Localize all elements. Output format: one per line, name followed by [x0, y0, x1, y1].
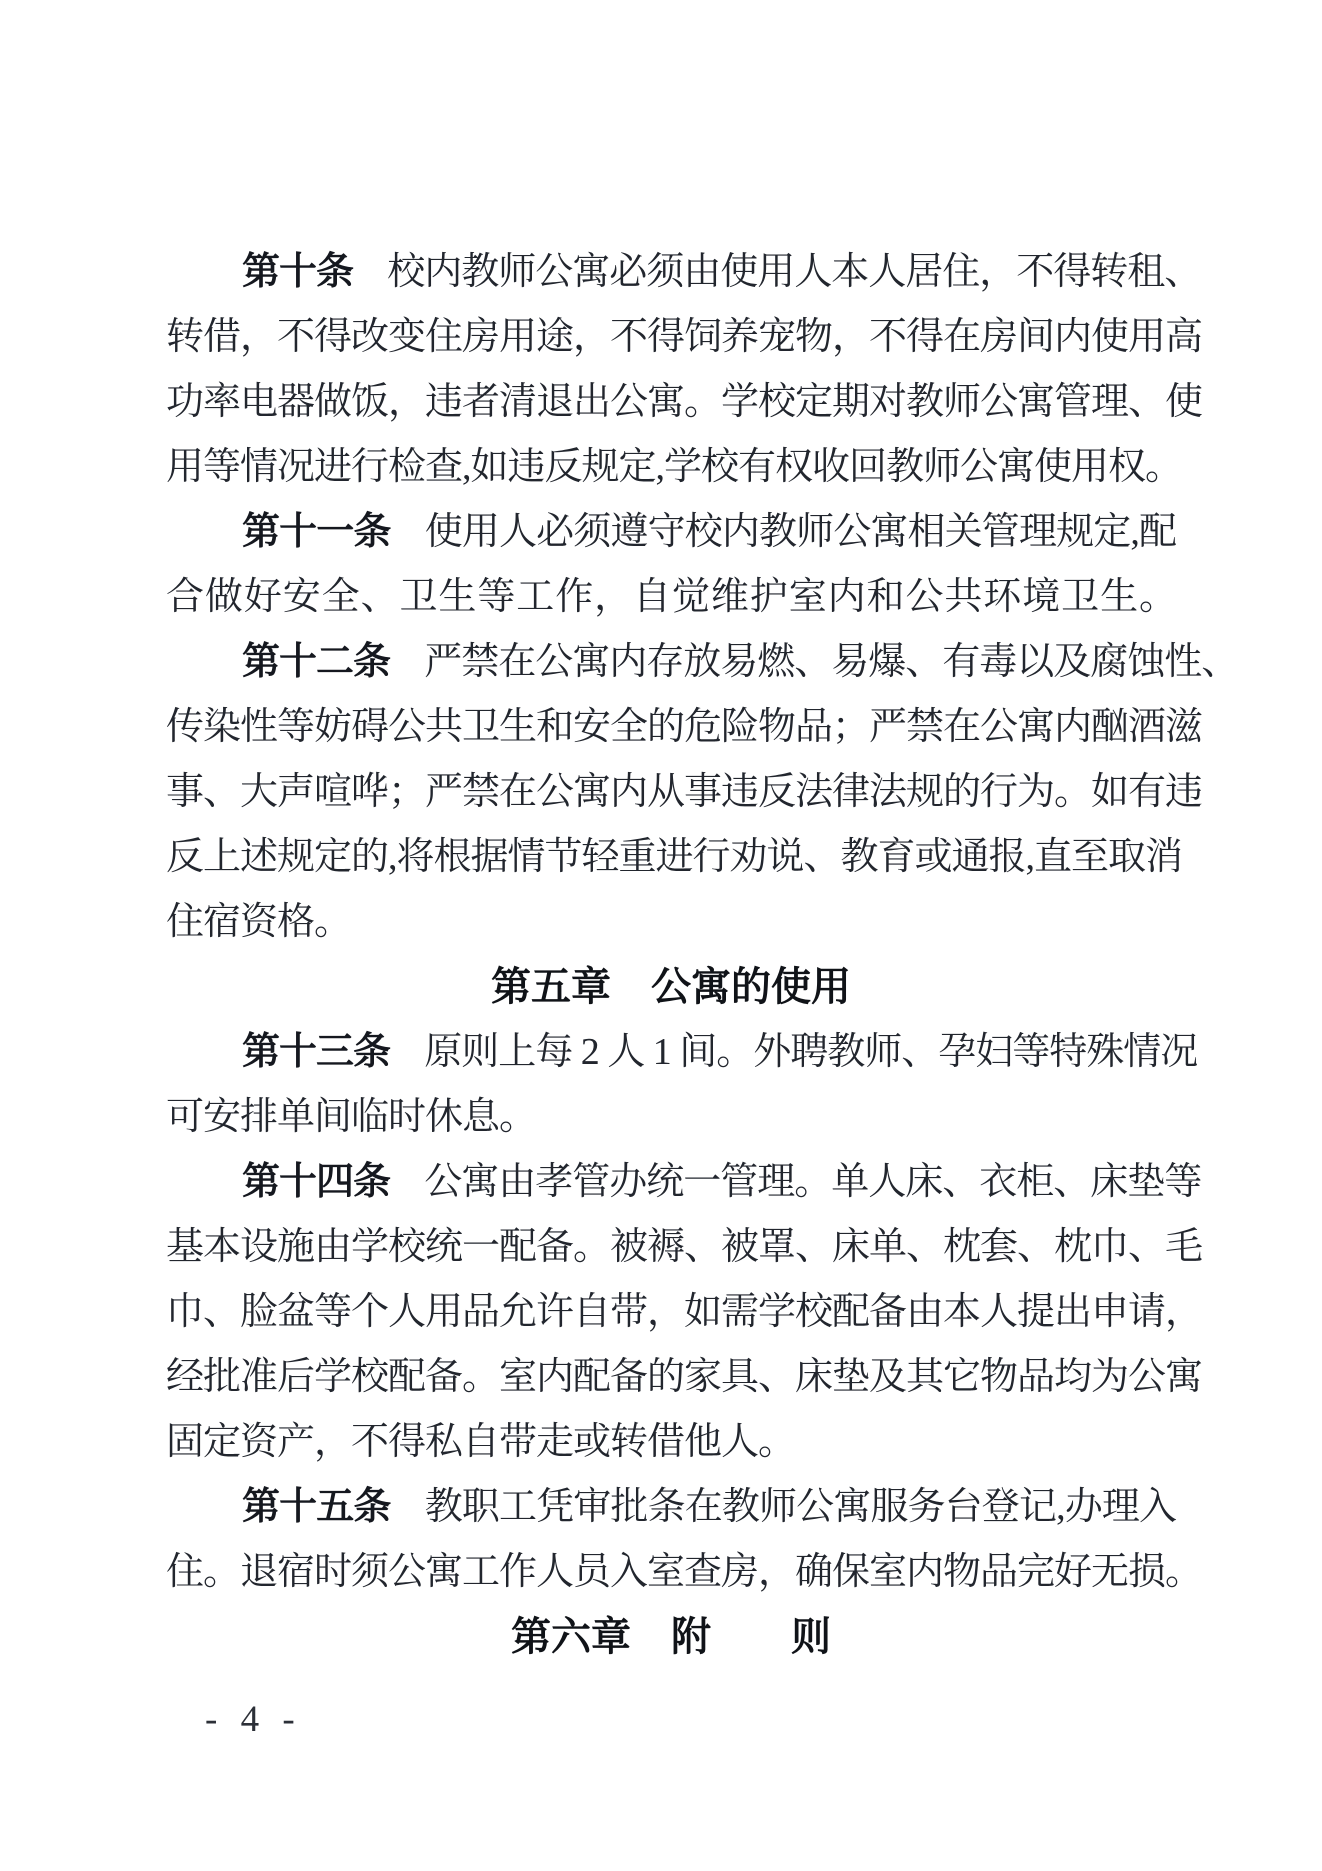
- line-text: 严禁在公寓内存放易燃、易爆、有毒以及腐蚀性、: [424, 641, 1239, 683]
- article-line: [166, 500, 1176, 565]
- line-text: 使用人必须遵守校内教师公寓相关管理规定,配: [424, 511, 1176, 553]
- article-number: 第十条: [242, 251, 354, 293]
- article-number: 第十四条: [242, 1161, 391, 1203]
- chapter-heading: 第五章 公寓的使用: [491, 965, 851, 1009]
- article-number: 第十一条: [242, 511, 391, 553]
- line-text: 校内教师公寓必须由使用人本人居住，不得转租、: [387, 251, 1202, 293]
- article-line: [166, 1020, 1198, 1085]
- text-line: 经批准后学校配备。室内配备的家具、床垫及其它物品均为公寓: [166, 1356, 1203, 1398]
- text-line: 基本设施由学校统一配备。被褥、被罩、床单、枕套、枕巾、毛: [166, 1226, 1203, 1268]
- article-number: 第十五条: [242, 1486, 391, 1528]
- text-line: 巾、脸盆等个人用品允许自带，如需学校配备由本人提出申请，: [166, 1291, 1203, 1333]
- document-body: [166, 240, 1239, 1670]
- article-line: [166, 630, 1239, 695]
- line-text: 教职工凭审批条在教师公寓服务台登记,办理入: [424, 1486, 1176, 1528]
- text-line: 可安排单间临时休息。: [166, 1096, 537, 1138]
- article-line: [166, 1475, 1176, 1540]
- page-number: - 4 -: [205, 1699, 302, 1740]
- text-line: 反上述规定的,将根据情节轻重进行劝说、教育或通报,直至取消: [166, 836, 1183, 878]
- text-line: 固定资产，不得私自带走或转借他人。: [166, 1421, 796, 1463]
- text-line: 传染性等妨碍公共卫生和安全的危险物品；严禁在公寓内酗酒滋: [166, 706, 1203, 748]
- text-line: 合做好安全、卫生等工作，自觉维护室内和公共环境卫生。: [166, 576, 1176, 618]
- text-line: 住。退宿时须公寓工作人员入室查房，确保室内物品完好无损。: [166, 1551, 1203, 1593]
- text-line: 转借，不得改变住房用途，不得饲养宠物，不得在房间内使用高: [166, 316, 1203, 358]
- chapter-heading: 第六章 附 则: [511, 1615, 831, 1659]
- text-line: 功率电器做饭，违者清退出公寓。学校定期对教师公寓管理、使: [166, 381, 1203, 423]
- line-text: 公寓由孝管办统一管理。单人床、衣柜、床垫等: [424, 1161, 1202, 1203]
- article-line: [166, 240, 1202, 305]
- text-line: 事、大声喧哗；严禁在公寓内从事违反法律法规的行为。如有违: [166, 771, 1203, 813]
- article-line: [166, 1150, 1202, 1215]
- text-line: 住宿资格。: [166, 901, 352, 943]
- article-number: 第十三条: [242, 1031, 391, 1073]
- line-text: 原则上每 2 人 1 间。外聘教师、孕妇等特殊情况: [424, 1031, 1198, 1073]
- text-line: 用等情况进行检查,如违反规定,学校有权收回教师公寓使用权。: [166, 446, 1183, 488]
- article-number: 第十二条: [242, 641, 391, 683]
